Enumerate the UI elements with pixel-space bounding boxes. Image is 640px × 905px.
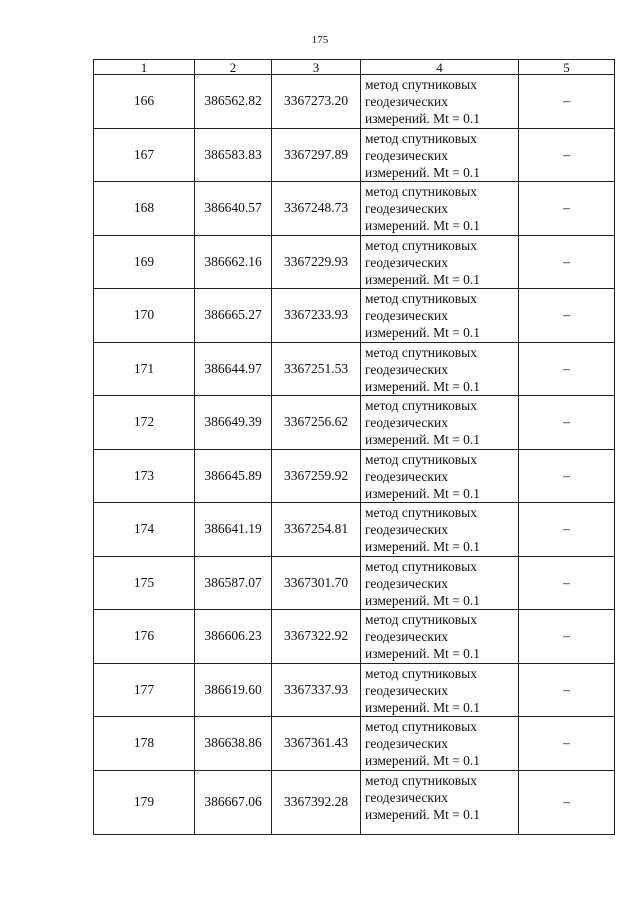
method-line: измерений. Mt = 0.1 bbox=[365, 164, 481, 180]
method-line: метод спутниковых bbox=[365, 344, 477, 360]
method-cell bbox=[361, 75, 519, 129]
method-line: измерений. Mt = 0.1 bbox=[365, 646, 481, 661]
y-coordinate-cell: 3367233.93 bbox=[272, 289, 361, 343]
x-coordinate-cell: 386587.07 bbox=[195, 556, 272, 610]
method-line: метод спутниковых bbox=[365, 77, 477, 92]
table-row bbox=[94, 289, 615, 343]
coordinates-table bbox=[93, 59, 615, 835]
x-coordinate-cell: 386583.83 bbox=[195, 128, 272, 182]
note-cell: – bbox=[519, 235, 615, 289]
point-number-cell: 166 bbox=[94, 75, 195, 129]
method-line: метод спутниковых bbox=[365, 398, 477, 413]
method-cell bbox=[361, 717, 519, 771]
note-cell: – bbox=[519, 128, 615, 182]
x-coordinate-cell: 386638.86 bbox=[195, 717, 272, 771]
method-line: измерений. Mt = 0.1 bbox=[365, 271, 481, 287]
y-coordinate-cell: 3367337.93 bbox=[272, 663, 361, 717]
column-header: 4 bbox=[361, 60, 519, 75]
point-number-cell: 178 bbox=[94, 717, 195, 771]
method-line: метод спутниковых bbox=[365, 130, 477, 146]
method-line: геодезических bbox=[365, 201, 448, 216]
table-row bbox=[94, 770, 615, 834]
method-cell bbox=[361, 342, 519, 396]
table-row bbox=[94, 396, 615, 450]
x-coordinate-cell: 386644.97 bbox=[195, 342, 272, 396]
note-cell: – bbox=[519, 182, 615, 236]
method-line: геодезических bbox=[365, 361, 448, 377]
x-coordinate-cell: 386667.06 bbox=[195, 770, 272, 834]
table-row bbox=[94, 235, 615, 289]
column-header: 1 bbox=[94, 60, 195, 75]
y-coordinate-cell: 3367297.89 bbox=[272, 128, 361, 182]
method-line: измерений. Mt = 0.1 bbox=[365, 806, 481, 822]
point-number-cell: 175 bbox=[94, 556, 195, 610]
table-row bbox=[94, 663, 615, 717]
y-coordinate-cell: 3367256.62 bbox=[272, 396, 361, 450]
method-line: измерений. Mt = 0.1 bbox=[365, 539, 481, 554]
method-line: измерений. Mt = 0.1 bbox=[365, 218, 481, 233]
point-number-cell: 174 bbox=[94, 503, 195, 557]
y-coordinate-cell: 3367301.70 bbox=[272, 556, 361, 610]
point-number-cell: 171 bbox=[94, 342, 195, 396]
method-line: геодезических bbox=[365, 736, 448, 751]
method-line: геодезических bbox=[365, 308, 448, 323]
note-cell: – bbox=[519, 556, 615, 610]
method-line: метод спутниковых bbox=[365, 184, 477, 199]
x-coordinate-cell: 386641.19 bbox=[195, 503, 272, 557]
y-coordinate-cell: 3367254.81 bbox=[272, 503, 361, 557]
table-row bbox=[94, 342, 615, 396]
note-cell: – bbox=[519, 75, 615, 129]
point-number-cell: 172 bbox=[94, 396, 195, 450]
method-line: геодезических bbox=[365, 522, 448, 537]
y-coordinate-cell: 3367251.53 bbox=[272, 342, 361, 396]
table-row bbox=[94, 182, 615, 236]
method-line: метод спутниковых bbox=[365, 505, 477, 520]
method-line: метод спутниковых bbox=[365, 291, 477, 306]
point-number-cell: 177 bbox=[94, 663, 195, 717]
x-coordinate-cell: 386649.39 bbox=[195, 396, 272, 450]
method-line: измерений. Mt = 0.1 bbox=[365, 432, 481, 447]
x-coordinate-cell: 386562.82 bbox=[195, 75, 272, 129]
table-row bbox=[94, 610, 615, 664]
table-row bbox=[94, 75, 615, 129]
method-line: геодезических bbox=[365, 629, 448, 644]
y-coordinate-cell: 3367361.43 bbox=[272, 717, 361, 771]
method-cell bbox=[361, 556, 519, 610]
table-row bbox=[94, 128, 615, 182]
x-coordinate-cell: 386640.57 bbox=[195, 182, 272, 236]
x-coordinate-cell: 386606.23 bbox=[195, 610, 272, 664]
method-cell bbox=[361, 128, 519, 182]
method-line: измерений. Mt = 0.1 bbox=[365, 485, 481, 501]
method-line: геодезических bbox=[365, 575, 448, 591]
method-cell bbox=[361, 663, 519, 717]
method-cell bbox=[361, 235, 519, 289]
method-cell bbox=[361, 449, 519, 503]
note-cell: – bbox=[519, 717, 615, 771]
method-cell bbox=[361, 396, 519, 450]
y-coordinate-cell: 3367322.92 bbox=[272, 610, 361, 664]
page-number: 175 bbox=[311, 34, 329, 46]
note-cell: – bbox=[519, 610, 615, 664]
method-line: геодезических bbox=[365, 94, 448, 109]
note-cell: – bbox=[519, 503, 615, 557]
x-coordinate-cell: 386645.89 bbox=[195, 449, 272, 503]
method-line: метод спутниковых bbox=[365, 719, 477, 734]
method-line: метод спутниковых bbox=[365, 237, 477, 253]
table-row bbox=[94, 556, 615, 610]
method-line: измерений. Mt = 0.1 bbox=[365, 111, 481, 126]
point-number-cell: 170 bbox=[94, 289, 195, 343]
method-line: метод спутниковых bbox=[365, 612, 477, 627]
method-line: измерений. Mt = 0.1 bbox=[365, 699, 481, 715]
note-cell: – bbox=[519, 449, 615, 503]
point-number-cell: 173 bbox=[94, 449, 195, 503]
y-coordinate-cell: 3367248.73 bbox=[272, 182, 361, 236]
y-coordinate-cell: 3367273.20 bbox=[272, 75, 361, 129]
method-line: геодезических bbox=[365, 147, 448, 163]
x-coordinate-cell: 386619.60 bbox=[195, 663, 272, 717]
table-header-row bbox=[94, 60, 615, 75]
table-row bbox=[94, 503, 615, 557]
column-header: 3 bbox=[272, 60, 361, 75]
note-cell: – bbox=[519, 770, 615, 834]
method-line: метод спутниковых bbox=[365, 451, 477, 467]
method-cell bbox=[361, 289, 519, 343]
method-line: геодезических bbox=[365, 789, 448, 805]
table-row bbox=[94, 449, 615, 503]
point-number-cell: 179 bbox=[94, 770, 195, 834]
method-line: геодезических bbox=[365, 415, 448, 430]
method-cell bbox=[361, 610, 519, 664]
point-number-cell: 169 bbox=[94, 235, 195, 289]
x-coordinate-cell: 386662.16 bbox=[195, 235, 272, 289]
method-cell bbox=[361, 770, 519, 834]
point-number-cell: 176 bbox=[94, 610, 195, 664]
method-line: метод спутниковых bbox=[365, 665, 477, 681]
point-number-cell: 167 bbox=[94, 128, 195, 182]
method-cell bbox=[361, 503, 519, 557]
column-header: 2 bbox=[195, 60, 272, 75]
method-line: геодезических bbox=[365, 468, 448, 484]
method-line: измерений. Mt = 0.1 bbox=[365, 753, 481, 768]
method-line: геодезических bbox=[365, 254, 448, 270]
note-cell: – bbox=[519, 396, 615, 450]
method-line: метод спутниковых bbox=[365, 772, 477, 788]
table-row bbox=[94, 717, 615, 771]
point-number-cell: 168 bbox=[94, 182, 195, 236]
method-line: геодезических bbox=[365, 682, 448, 698]
method-line: измерений. Mt = 0.1 bbox=[365, 325, 481, 340]
method-cell bbox=[361, 182, 519, 236]
y-coordinate-cell: 3367229.93 bbox=[272, 235, 361, 289]
x-coordinate-cell: 386665.27 bbox=[195, 289, 272, 343]
note-cell: – bbox=[519, 289, 615, 343]
y-coordinate-cell: 3367259.92 bbox=[272, 449, 361, 503]
note-cell: – bbox=[519, 663, 615, 717]
method-line: метод спутниковых bbox=[365, 558, 477, 574]
method-line: измерений. Mt = 0.1 bbox=[365, 378, 481, 394]
method-line: измерений. Mt = 0.1 bbox=[365, 592, 481, 608]
y-coordinate-cell: 3367392.28 bbox=[272, 770, 361, 834]
note-cell: – bbox=[519, 342, 615, 396]
column-header: 5 bbox=[519, 60, 615, 75]
